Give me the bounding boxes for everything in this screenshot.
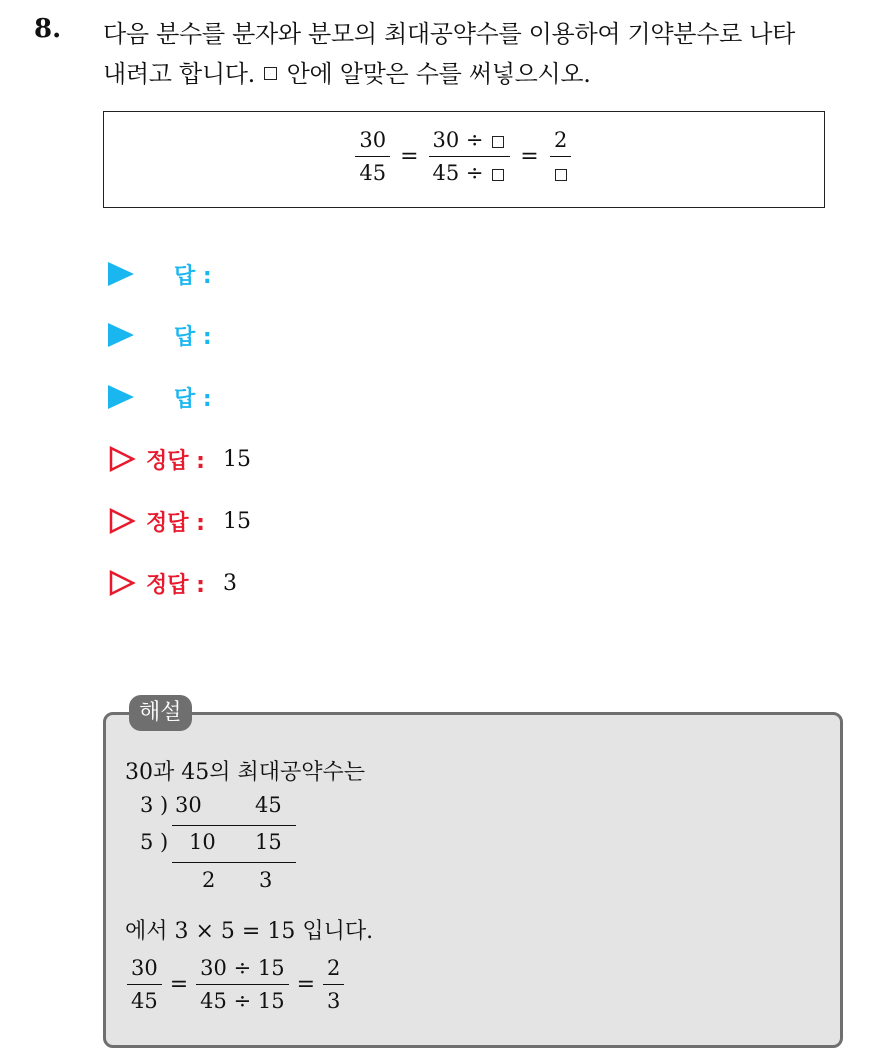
explanation-intro: 30과 45의 최대공약수는 — [125, 760, 365, 785]
answer-row[interactable] — [108, 318, 212, 352]
outline-arrow-icon — [108, 445, 136, 473]
correct-value: 15 — [222, 508, 251, 534]
fraction-original — [355, 126, 390, 187]
question-line-1: 다음 분수를 분자와 분모의 최대공약수를 이용하여 기약분수로 나타 — [103, 20, 796, 48]
answer-label: 답 : — [174, 386, 212, 412]
correct-answer-row — [108, 504, 251, 538]
correct-answer-row — [108, 442, 251, 476]
question-text — [103, 14, 873, 94]
fraction-denominator: 45 ÷ 15 — [200, 989, 285, 1013]
question-line-2-end: 안에 알맞은 수를 써넣으시오. — [286, 60, 591, 88]
fraction-result — [323, 954, 344, 1015]
answer-row[interactable] — [108, 257, 212, 291]
play-arrow-icon — [108, 385, 134, 409]
quotient: 3 — [259, 868, 273, 892]
answer-label: 답 : — [174, 263, 212, 289]
fraction-division — [429, 126, 511, 187]
fraction-numerator: 2 — [550, 126, 571, 157]
fraction-result — [549, 126, 573, 187]
fraction-denominator — [549, 157, 573, 187]
answer-label: 답 : — [174, 324, 212, 350]
divisor: 5 ) — [140, 830, 169, 854]
correct-label: 정답 : — [146, 510, 205, 536]
answer-row[interactable] — [108, 380, 212, 414]
dividend: 45 — [255, 793, 282, 817]
dividend: 30 — [175, 793, 202, 817]
correct-value: 15 — [222, 446, 251, 472]
fraction-denominator: 45 — [131, 989, 158, 1013]
fraction-original — [127, 954, 162, 1015]
correct-label: 정답 : — [146, 448, 205, 474]
correct-answer-row — [108, 566, 237, 600]
explanation-tab: 해설 — [129, 695, 192, 731]
correct-label: 정답 : — [146, 572, 205, 598]
equals-sign: = — [520, 144, 539, 169]
correct-value: 3 — [222, 570, 237, 596]
quotient: 15 — [255, 830, 282, 854]
denominator-text: 45 ÷ — [432, 161, 484, 185]
fraction-numerator: 30 ÷ 15 — [196, 954, 288, 985]
fraction-denominator: 3 — [327, 989, 341, 1013]
numerator-text: 30 ÷ — [432, 128, 484, 152]
fraction-denominator: 45 — [359, 161, 387, 185]
divisor: 3 ) — [140, 793, 169, 817]
fraction-numerator: 2 — [323, 954, 344, 985]
outline-arrow-icon — [108, 569, 136, 597]
question-number: 8. — [34, 14, 62, 44]
question-line-2-start: 내려고 합니다. — [103, 60, 255, 88]
division-line — [172, 862, 296, 863]
outline-arrow-icon — [108, 507, 136, 535]
explanation-equation — [125, 954, 346, 1015]
quotient: 2 — [202, 868, 216, 892]
blank-box-icon — [492, 136, 504, 148]
fraction-numerator: 30 — [127, 954, 162, 985]
fraction-numerator: 30 — [355, 126, 390, 157]
explanation-result: 에서 3 × 5 = 15 입니다. — [125, 919, 374, 944]
division-line — [172, 825, 296, 826]
equals-sign: = — [400, 144, 419, 169]
equals-sign: = — [296, 972, 315, 997]
question-line-2 — [103, 54, 873, 94]
equation-box — [103, 111, 825, 208]
fraction-numerator — [429, 126, 511, 157]
equals-sign: = — [169, 972, 189, 997]
equation — [104, 126, 824, 187]
blank-box-icon — [555, 169, 567, 181]
fraction-division — [196, 954, 288, 1015]
quotient: 10 — [189, 830, 216, 854]
blank-box-icon — [492, 169, 504, 181]
fraction-denominator — [429, 157, 511, 187]
play-arrow-icon — [108, 323, 134, 347]
blank-box-icon — [264, 67, 277, 80]
play-arrow-icon — [108, 262, 134, 286]
